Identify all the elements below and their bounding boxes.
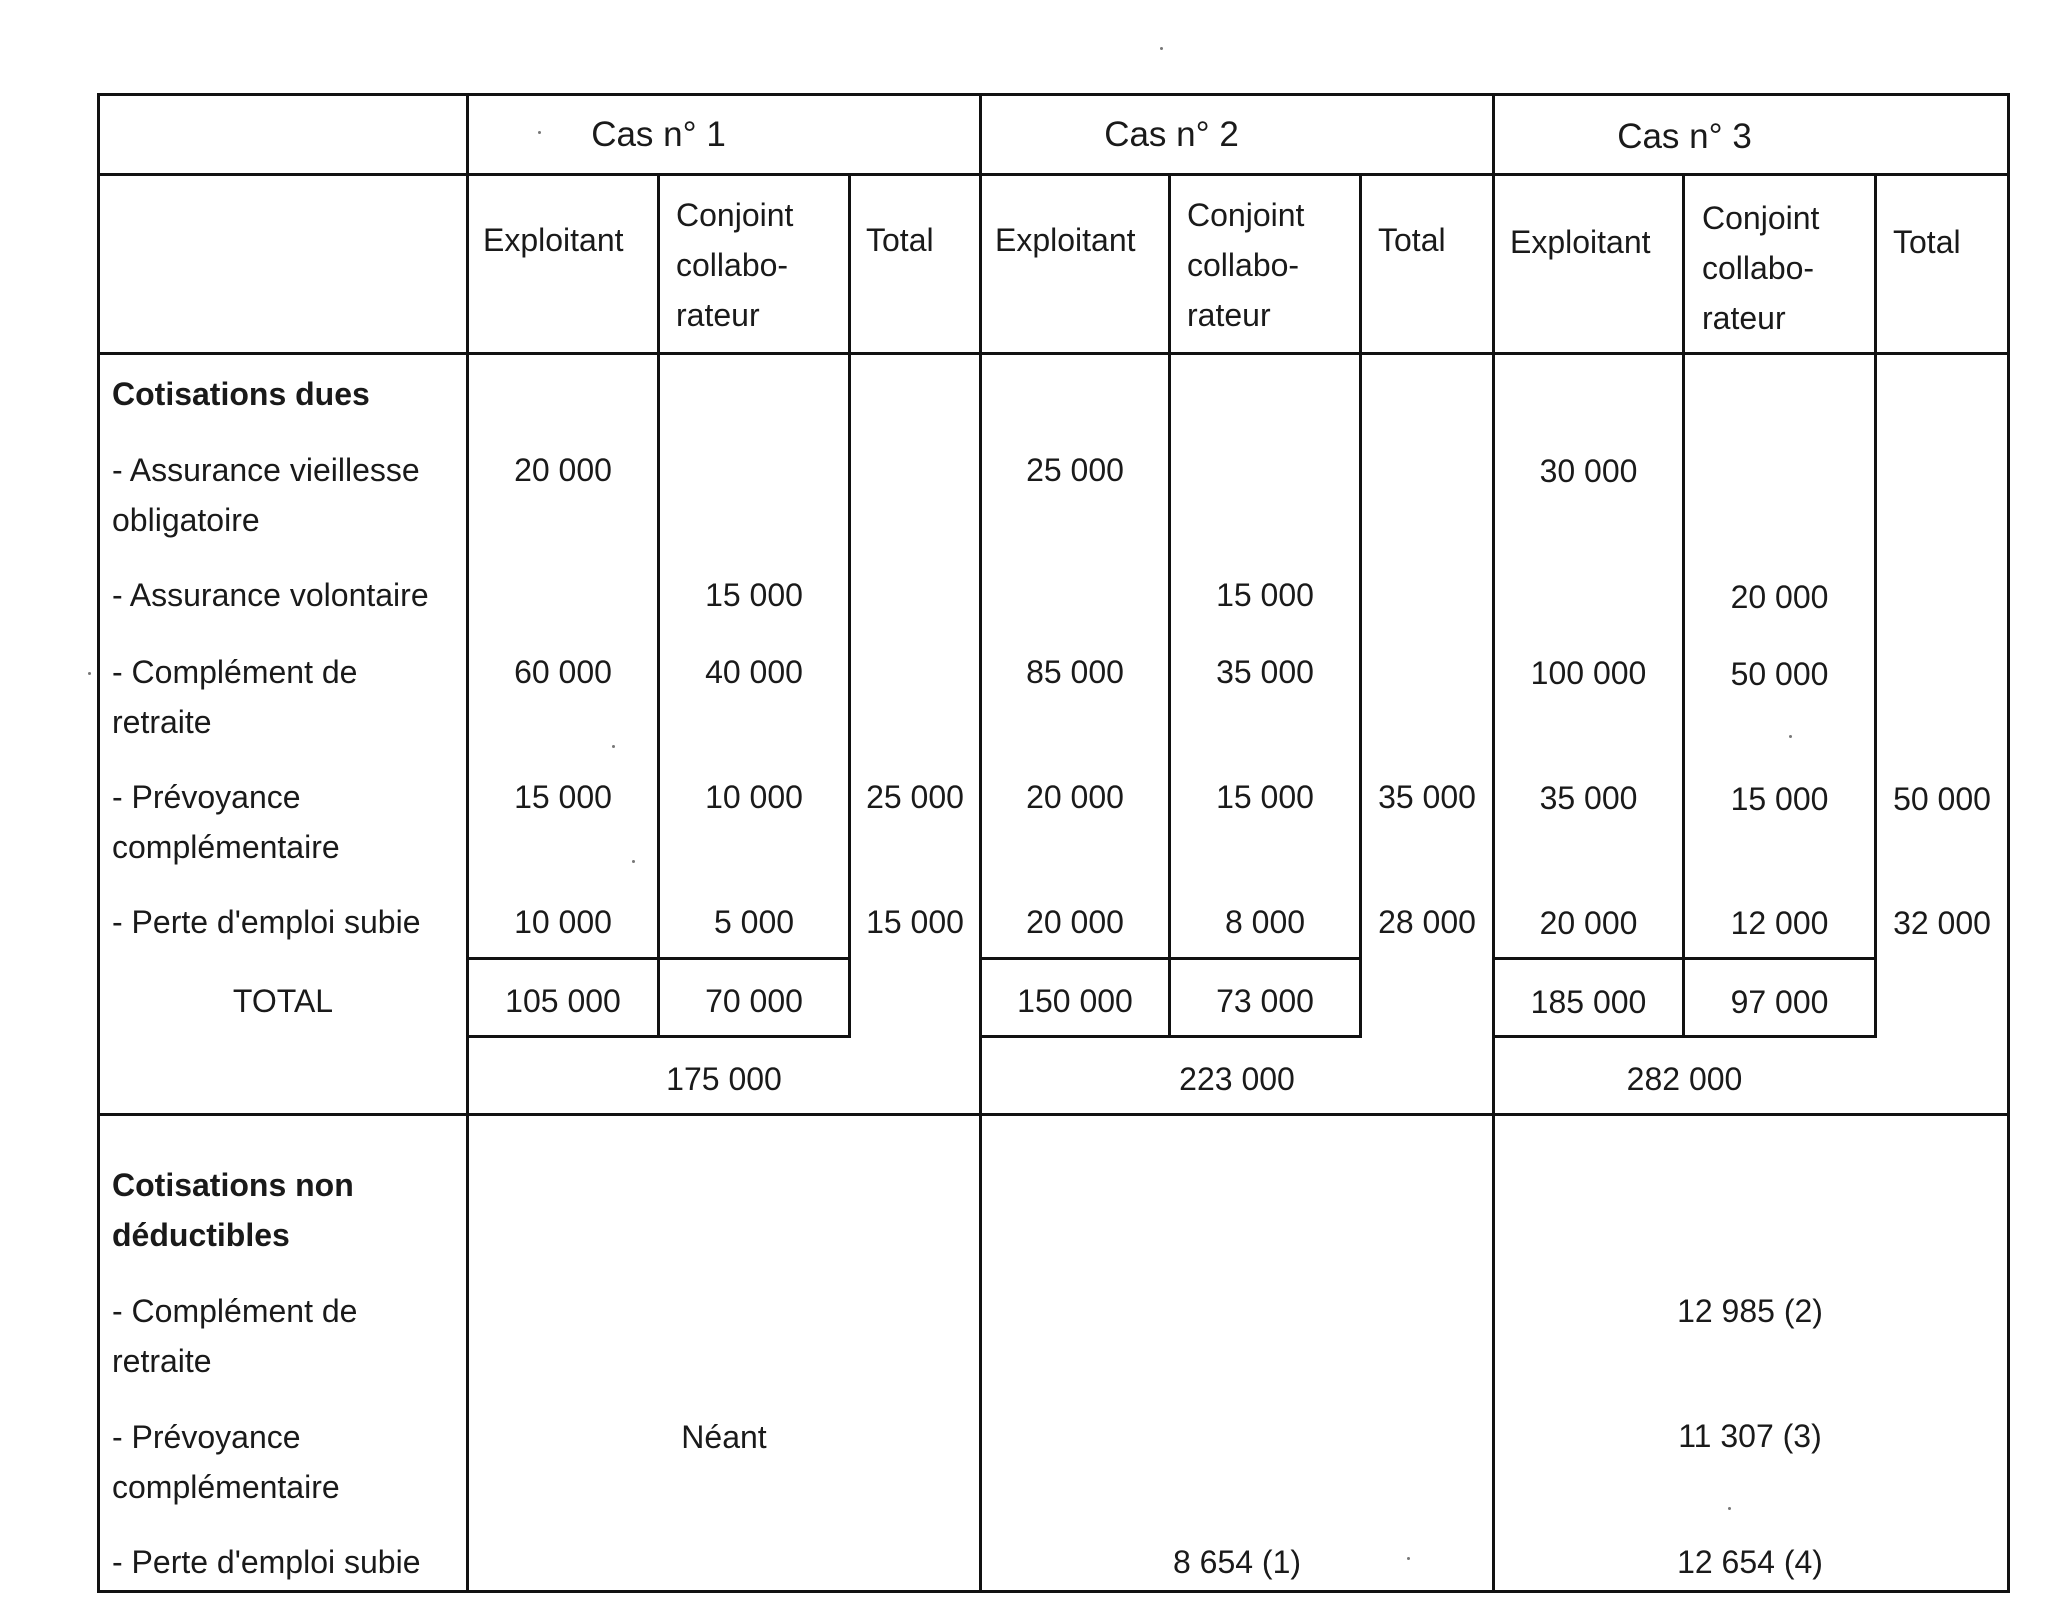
case3-complement-value: 12 985 (2) xyxy=(1677,1293,1823,1329)
table-cell: 50 000 xyxy=(1893,781,1991,817)
row-label: - Assurance volontaire xyxy=(112,577,429,613)
table-cell: 100 000 xyxy=(1530,655,1647,691)
column-header-conjoint: collabo- xyxy=(1702,250,1815,286)
scan-speck xyxy=(612,745,615,748)
row-label: obligatoire xyxy=(112,502,260,538)
case3-perte-value: 12 654 (4) xyxy=(1677,1544,1823,1580)
case-header-1: Cas n° 1 xyxy=(591,115,726,154)
row-label: - Prévoyance xyxy=(112,779,301,815)
grand-total-cell: 175 000 xyxy=(666,1061,782,1097)
column-header-exploitant: Exploitant xyxy=(995,222,1136,258)
case3-prevoyance-value: 11 307 (3) xyxy=(1678,1418,1822,1454)
scan-speck xyxy=(1728,1507,1731,1510)
table-cell: 20 000 xyxy=(514,452,612,488)
row-label: - Prévoyance xyxy=(112,1419,301,1455)
row-label: - Assurance vieillesse xyxy=(112,452,420,488)
table-cell: 15 000 xyxy=(866,904,964,940)
total-cell: 150 000 xyxy=(1017,983,1133,1019)
table-cell: 50 000 xyxy=(1730,656,1829,692)
table-cell: 20 000 xyxy=(1026,779,1124,815)
table-cell: 10 000 xyxy=(705,779,803,815)
total-cell: 105 000 xyxy=(505,983,621,1019)
column-header-conjoint: rateur xyxy=(676,297,760,333)
table-cell: 28 000 xyxy=(1378,904,1476,940)
table-cell: 85 000 xyxy=(1026,654,1124,690)
total-cell: 73 000 xyxy=(1216,983,1314,1019)
case-header-3: Cas n° 3 xyxy=(1617,117,1752,156)
table-cell: 10 000 xyxy=(514,904,612,940)
section-title-cotisations-non-deductibles: déductibles xyxy=(112,1217,290,1253)
total-cell: 97 000 xyxy=(1730,984,1829,1020)
column-header-conjoint: rateur xyxy=(1702,300,1786,336)
total-cell: 70 000 xyxy=(705,983,803,1019)
table-cell: 12 000 xyxy=(1730,905,1829,941)
column-header-conjoint: Conjoint xyxy=(1702,200,1820,236)
column-header-conjoint: rateur xyxy=(1187,297,1271,333)
row-label: - Complément de xyxy=(112,1293,358,1329)
table-cell: 15 000 xyxy=(514,779,612,815)
row-label: retraite xyxy=(112,1343,212,1379)
case2-perte-value: 8 654 (1) xyxy=(1172,1544,1302,1580)
column-header-conjoint: Conjoint xyxy=(676,197,794,233)
column-header-conjoint: collabo- xyxy=(1187,247,1300,283)
table-cell: 35 000 xyxy=(1378,779,1476,815)
scan-speck xyxy=(1789,735,1792,738)
table-cell: 5 000 xyxy=(713,904,795,940)
total-label: TOTAL xyxy=(232,983,334,1019)
case1-neant: Néant xyxy=(681,1419,767,1455)
scan-speck xyxy=(88,672,91,675)
row-label: complémentaire xyxy=(112,829,340,865)
scan-speck xyxy=(632,860,635,863)
grand-total-cell: 282 000 xyxy=(1626,1061,1743,1097)
row-label: - Complément de xyxy=(112,654,358,690)
table-cell: 30 000 xyxy=(1539,453,1638,489)
row-label: - Perte d'emploi subie xyxy=(112,904,421,940)
case-header-2: Cas n° 2 xyxy=(1104,115,1239,154)
total-cell: 185 000 xyxy=(1530,984,1647,1020)
grand-total-cell: 223 000 xyxy=(1179,1061,1295,1097)
table-cell: 15 000 xyxy=(705,577,803,613)
table-cell: 25 000 xyxy=(866,779,964,815)
table-cell: 20 000 xyxy=(1730,579,1829,615)
table-cell: 32 000 xyxy=(1893,905,1991,941)
section-title-cotisations-dues: Cotisations dues xyxy=(112,376,370,412)
row-label: complémentaire xyxy=(112,1469,340,1505)
table-cell: 15 000 xyxy=(1216,577,1314,613)
section-title-cotisations-non-deductibles: Cotisations non xyxy=(112,1167,354,1203)
table-cell: 35 000 xyxy=(1539,780,1638,816)
table-cell: 40 000 xyxy=(705,654,803,690)
column-header-total: Total xyxy=(1378,222,1446,258)
row-label: retraite xyxy=(112,704,212,740)
table-cell: 25 000 xyxy=(1026,452,1124,488)
column-header-total: Total xyxy=(1893,224,1961,260)
column-header-exploitant: Exploitant xyxy=(483,222,624,258)
table-cell: 20 000 xyxy=(1026,904,1124,940)
table-cell: 15 000 xyxy=(1730,781,1829,817)
column-header-conjoint: collabo- xyxy=(676,247,789,283)
table-cell: 60 000 xyxy=(514,654,612,690)
table-cell: 8 000 xyxy=(1224,904,1306,940)
table-cell: 35 000 xyxy=(1216,654,1314,690)
column-header-conjoint: Conjoint xyxy=(1187,197,1305,233)
scan-speck xyxy=(1160,47,1163,50)
table-cell: 15 000 xyxy=(1216,779,1314,815)
column-header-exploitant: Exploitant xyxy=(1510,224,1651,260)
row-label: - Perte d'emploi subie xyxy=(112,1544,421,1580)
column-header-total: Total xyxy=(866,222,934,258)
table-cell: 20 000 xyxy=(1539,905,1638,941)
